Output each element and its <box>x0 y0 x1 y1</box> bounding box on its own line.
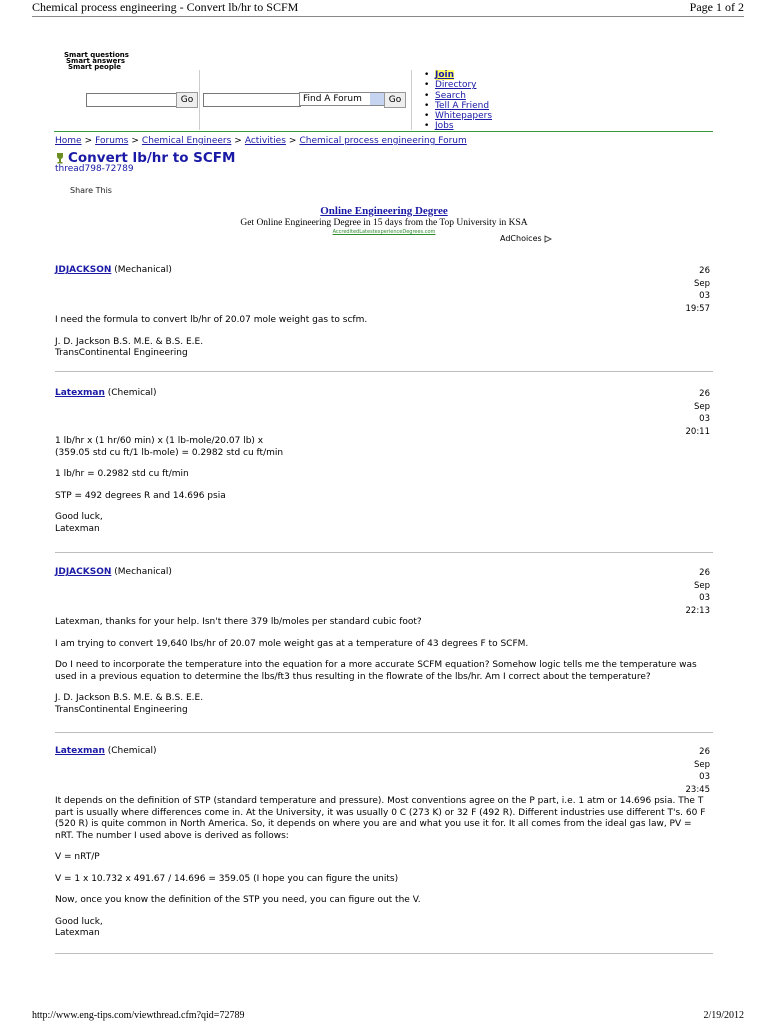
post-paragraph: Do I need to incorporate the temperature into the equation for a more accurate SCFM equation? Somehow logic tells me the temperature was used in a previous equation to determine the lbs/ft3 thus resulting in the flowrate of the lbs/hr. Am I correct about the temperature? <box>55 660 697 682</box>
nav-item-join[interactable]: • Join <box>424 70 492 80</box>
post-author-role: (Mechanical) <box>114 265 172 275</box>
post-paragraph: V = nRT/P <box>55 852 100 862</box>
post-body <box>55 796 711 950</box>
post-author-line <box>55 388 157 398</box>
ad-url-link[interactable]: AccreditedLatestexperienceDegrees.com <box>332 229 436 235</box>
post <box>55 388 713 548</box>
breadcrumb-home[interactable]: Home <box>55 136 82 146</box>
post <box>55 567 713 727</box>
post-date: 26 Sep 03 19:57 <box>685 266 710 314</box>
nav-divider <box>411 70 412 130</box>
post-paragraph: STP = 492 degrees R and 14.696 psia <box>55 490 226 501</box>
header-green-rule <box>54 131 713 132</box>
breadcrumb-forum[interactable]: Chemical process engineering Forum <box>299 136 467 146</box>
nav-item-directory[interactable]: • Directory <box>424 80 492 90</box>
post-paragraph: Good luck, Latexman <box>55 916 103 938</box>
footer-url: http://www.eng-tips.com/viewthread.cfm?qid=72789 <box>32 1010 245 1021</box>
post-paragraph: J. D. Jackson B.S. M.E. & B.S. E.E. TransContinental Engineering <box>55 336 204 358</box>
post-paragraph: It depends on the definition of STP (standard temperature and pressure). Most conventions agree on the P part, i.e. 1 atm or 14.696 psia. The T part is usually where differences come in. At the University, it was usually 0 C (273 K) or 32 F (492 R). Different industries use different T's. 60 F (520 R) is quite common in North America. So, it depends on where you are and what you use it for. It all comes from the ideal gas law, PV = nRT. The number I used above is derived as follows: <box>55 796 706 841</box>
post-author-line <box>55 265 172 275</box>
tagline-line: Smart answers <box>66 57 126 65</box>
post-divider <box>55 371 713 372</box>
post-author-link[interactable]: JDJACKSON <box>55 265 112 275</box>
breadcrumb-sep: > <box>131 136 139 146</box>
adchoices-icon <box>544 235 552 243</box>
post-divider <box>55 732 713 733</box>
post-date: 26 Sep 03 20:11 <box>685 389 710 437</box>
breadcrumb-chemical-engineers[interactable]: Chemical Engineers <box>141 136 232 146</box>
post-author-line <box>55 746 157 756</box>
breadcrumb-activities[interactable]: Activities <box>244 136 286 146</box>
post-paragraph: I need the formula to convert lb/hr of 20.07 mole weight gas to scfm. <box>55 315 368 325</box>
search-divider <box>199 70 200 130</box>
thread-title: Convert lb/hr to SCFM <box>68 150 236 166</box>
search-input[interactable] <box>86 93 178 107</box>
forum-search-input[interactable] <box>203 93 301 107</box>
post-body <box>55 436 711 545</box>
post-body <box>55 315 711 370</box>
post <box>55 746 713 951</box>
page-number: Page 1 of 2 <box>689 0 744 14</box>
tagline-line: Smart people <box>68 63 122 71</box>
site-tagline <box>64 52 129 70</box>
tagline-line: Smart questions <box>64 51 129 59</box>
nav-item-search[interactable]: • Search <box>424 91 492 101</box>
print-title: Chemical process engineering - Convert lb/hr to SCFM <box>32 0 299 14</box>
print-header <box>32 0 744 16</box>
post-paragraph: 1 lb/hr = 0.2982 std cu ft/min <box>55 469 189 479</box>
breadcrumb <box>55 136 467 146</box>
post-author-role: (Mechanical) <box>114 567 172 577</box>
ad-description: Get Online Engineering Degree in 15 days from the Top University in KSA <box>240 218 528 228</box>
header-rule <box>32 16 744 17</box>
forum-go-button[interactable]: Go <box>384 92 406 108</box>
post-paragraph: Now, once you know the definition of the STP you need, you can figure out the V. <box>55 895 421 905</box>
post-author-role: (Chemical) <box>107 388 157 398</box>
post-author-link[interactable]: Latexman <box>55 388 105 398</box>
post-paragraph: 1 lb/hr x (1 hr/60 min) x (1 lb-mole/20.07 lb) x (359.05 std cu ft/1 lb-mole) = 0.2982 std cu ft/min <box>55 436 284 458</box>
nav-item-tell-a-friend[interactable]: • Tell A Friend <box>424 101 492 111</box>
share-this-link[interactable]: Share This <box>70 186 112 195</box>
breadcrumb-sep: > <box>84 136 93 146</box>
trophy-icon <box>55 152 65 164</box>
breadcrumb-sep: > <box>234 136 242 146</box>
post-paragraph: V = 1 x 10.732 x 491.67 / 14.696 = 359.05 (I hope you can figure the units) <box>55 873 399 884</box>
adchoices-link[interactable] <box>500 234 552 243</box>
adchoices-label: AdChoices <box>500 234 542 243</box>
post-body <box>55 617 711 726</box>
post-author-role: (Chemical) <box>107 746 157 756</box>
top-nav <box>424 70 492 132</box>
nav-item-jobs[interactable]: • Jobs <box>424 121 492 131</box>
post-paragraph: Good luck, Latexman <box>55 512 103 534</box>
post-divider <box>55 953 713 954</box>
post-paragraph: I am trying to convert 19,640 lbs/hr of 20.07 mole weight gas at a temperature of 43 degrees F to SCFM. <box>55 638 529 649</box>
post-author-link[interactable]: Latexman <box>55 746 105 756</box>
nav-item-whitepapers[interactable]: • Whitepapers <box>424 111 492 121</box>
search-go-button[interactable]: Go <box>176 92 198 108</box>
find-forum-label: Find A Forum <box>303 94 362 104</box>
post-author-link[interactable]: JDJACKSON <box>55 567 112 577</box>
post <box>55 265 713 365</box>
post-date: 26 Sep 03 23:45 <box>685 747 710 795</box>
post-paragraph: Latexman, thanks for your help. Isn't there 379 lb/moles per standard cubic foot? <box>55 617 422 627</box>
breadcrumb-forums[interactable]: Forums <box>95 136 129 146</box>
find-forum-select[interactable] <box>299 92 385 106</box>
ad-title-link[interactable]: Online Engineering Degree <box>320 205 448 217</box>
footer-date: 2/19/2012 <box>703 1010 744 1021</box>
dropdown-arrow-icon <box>370 93 384 105</box>
breadcrumb-sep: > <box>288 136 297 146</box>
post-date: 26 Sep 03 22:13 <box>685 568 710 616</box>
thread-id: thread798-72789 <box>55 164 134 174</box>
post-divider <box>55 552 713 553</box>
post-author-line <box>55 567 172 577</box>
post-paragraph: J. D. Jackson B.S. M.E. & B.S. E.E. TransContinental Engineering <box>55 693 204 715</box>
